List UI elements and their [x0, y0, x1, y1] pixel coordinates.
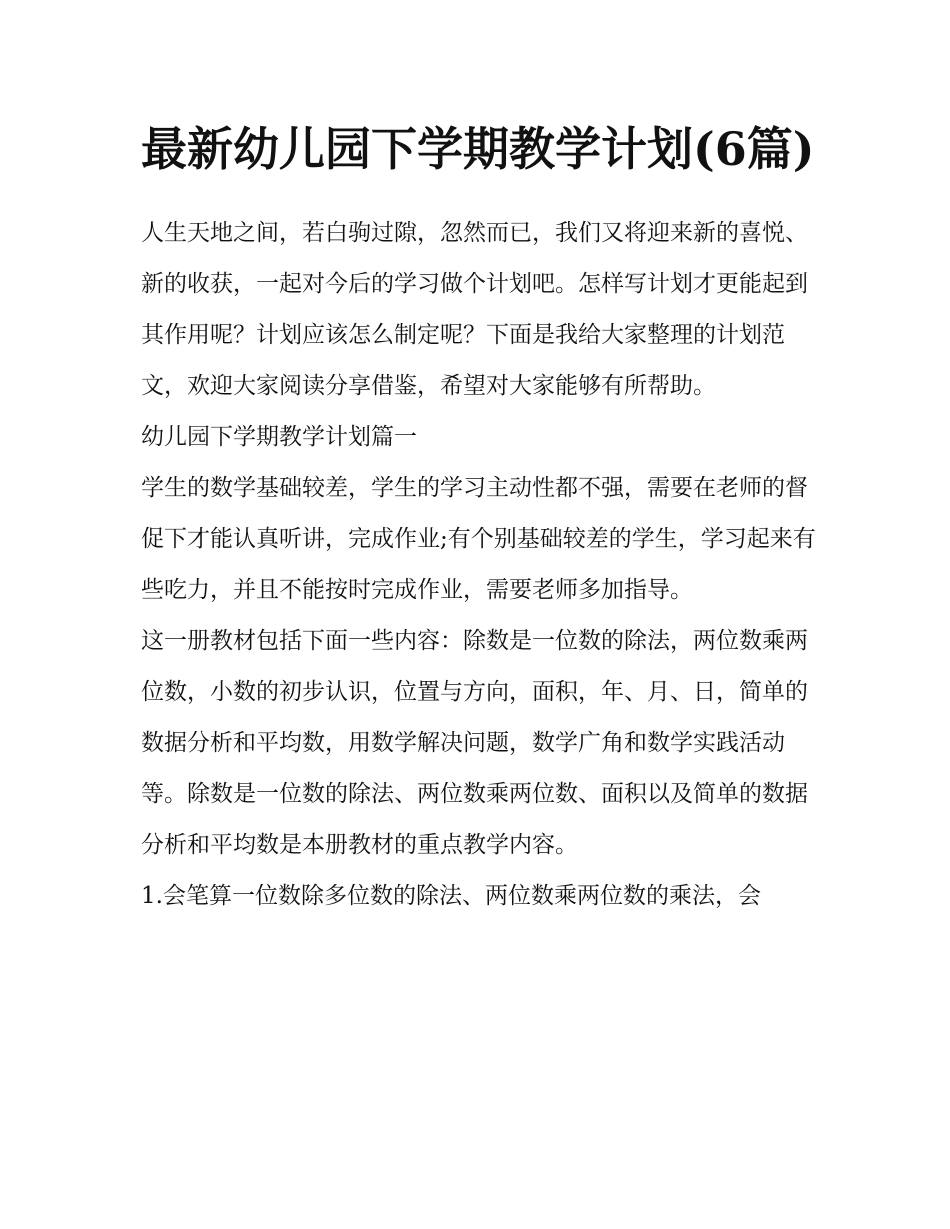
paragraph-goal-1: 1.会笔算一位数除多位数的除法、两位数乘两位数的乘法，会	[141, 883, 761, 909]
document-body	[141, 112, 821, 922]
paragraph-textbook-content: 这一册教材包括下面一些内容：除数是一位数的除法，两位数乘两位数，小数的初步认识，位置与方向，面积，年、月、日，简单的数据分析和平均数，用数学解决问题，数学广角和数学实践活动等。除数是一位数的除法、两位数乘两位数、面积以及简单的数据分析和平均数是本册教材的重点教学内容。	[141, 628, 808, 858]
paragraph-students: 学生的数学基础较差，学生的学习主动性都不强，需要在老师的督促下才能认真听讲，完成作业;有个别基础较差的学生，学习起来有些吃力，并且不能按时完成作业，需要老师多加指导。	[141, 475, 816, 603]
intro-paragraph: 人生天地之间，若白驹过隙，忽然而已，我们又将迎来新的喜悦、新的收获，一起对今后的学习做个计划吧。怎样写计划才更能起到其作用呢？计划应该怎么制定呢？下面是我给大家整理的计划范文，欢迎大家阅读分享借鉴，希望对大家能够有所帮助。	[141, 220, 808, 399]
section-heading: 幼儿园下学期教学计划篇一	[141, 424, 417, 450]
document-title: 最新幼儿园下学期教学计划(6篇)	[141, 122, 815, 176]
title-spacer	[141, 186, 821, 208]
